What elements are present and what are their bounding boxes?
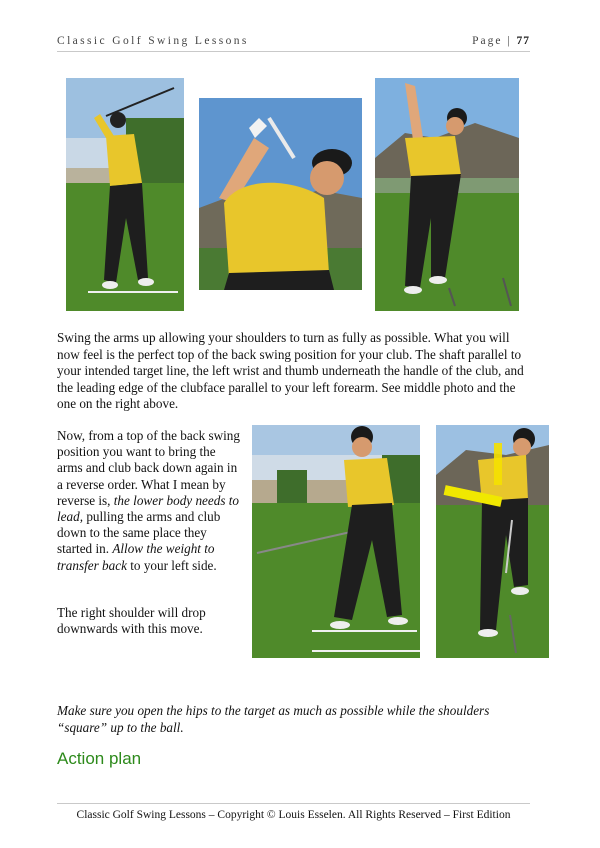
- page-header: [57, 35, 530, 52]
- page-label: Page |: [472, 35, 512, 47]
- photo-backswing-closeup: [199, 98, 362, 290]
- paragraph-downswing: [57, 428, 242, 574]
- emphasis-lower-body: the lower body needs to lead,: [57, 492, 240, 525]
- page-footer: Classic Golf Swing Lessons – Copyright © Louis Esselen. All Rights Reserved – First Edition: [57, 803, 530, 821]
- emphasis-weight-transfer: Allow the weight to transfer back: [57, 541, 215, 573]
- section-heading-action-plan: Action plan: [57, 749, 142, 768]
- paragraph-backswing: Swing the arms up allowing your shoulders to turn as fully as possible. What you will now feel is the perfect top of the back swing position for your club. The shaft parallel to your intended target line, the left wrist and thumb underneath the handle of the club, and the leading edge of the clubface parallel to your left forearm. See middle photo and the one on the right above.: [57, 330, 524, 411]
- photo-backswing-side: [375, 78, 519, 311]
- text-run: to your left side.: [126, 557, 217, 573]
- text-run: Now, from a top of the back swing position you want to bring the arms and club back down again in a reverse order. What I mean by reverse is,: [57, 428, 240, 508]
- photo-downswing-highlighted: [436, 425, 549, 658]
- text-run: pulling the arms and club down to the same place they started in.: [57, 509, 221, 557]
- paragraph-shoulder-drop: The right shoulder will drop downwards with this move.: [57, 605, 206, 637]
- header-page-number: [472, 35, 530, 47]
- paragraph-hips-open: Make sure you open the hips to the target as much as possible while the shoulders “square” up to the ball.: [57, 703, 490, 735]
- header-title: Classic Golf Swing Lessons: [57, 35, 249, 47]
- photo-backswing-front: [66, 78, 184, 311]
- photo-downswing-front: [252, 425, 420, 658]
- page-number: 77: [516, 35, 530, 47]
